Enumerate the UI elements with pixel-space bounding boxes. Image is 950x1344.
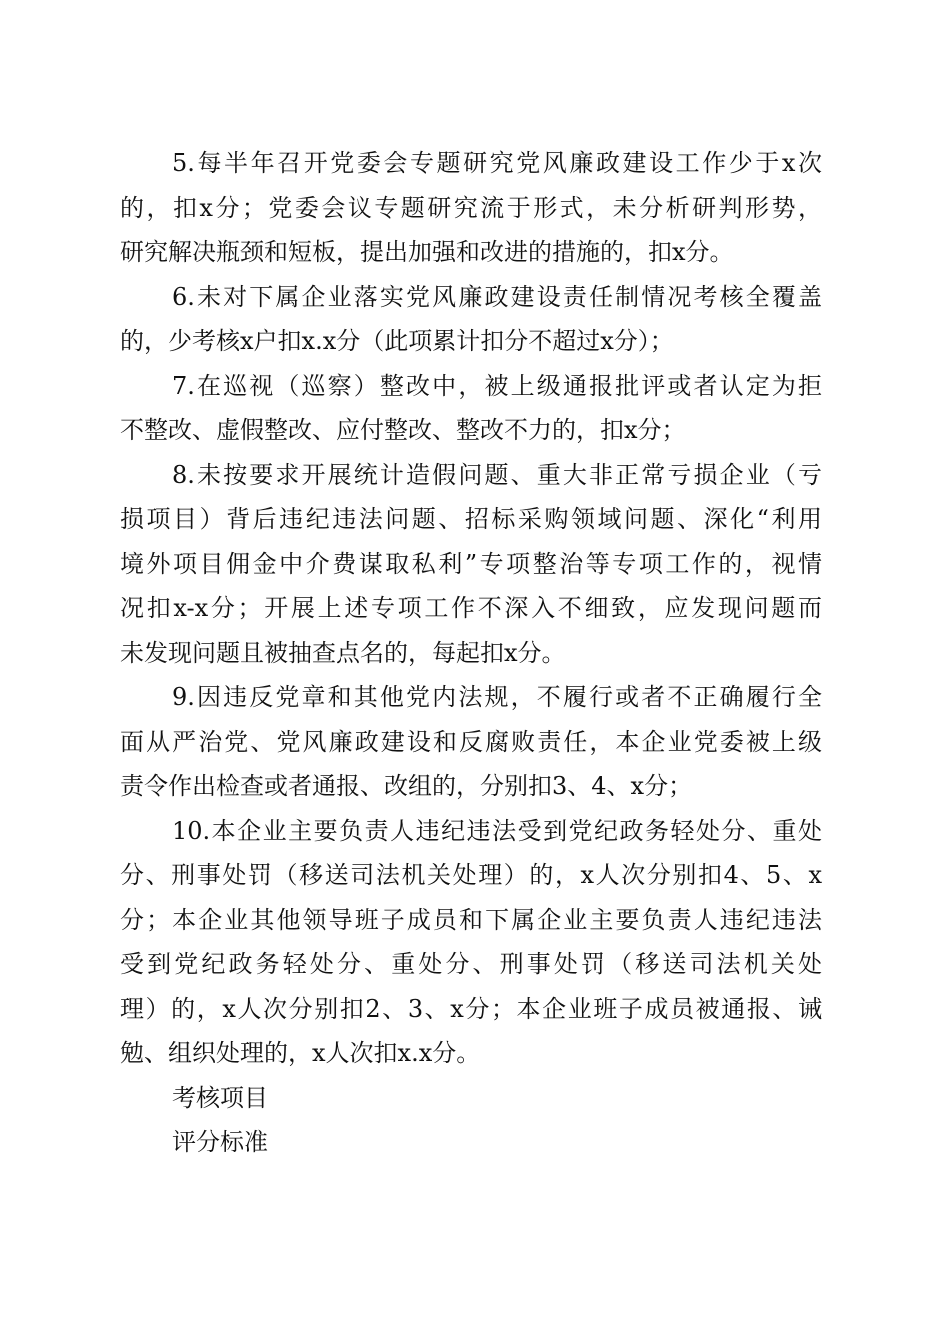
- text-line: 研究解决瓶颈和短板，提出加强和改进的措施的，扣x分。: [120, 238, 734, 266]
- paragraph: [120, 364, 822, 453]
- text-line: 理）的，x人次分别扣2、3、x分；本企业班子成员被通报、诫: [120, 994, 822, 1023]
- text-line: 况扣x-x分；开展上述专项工作不深入不细致，应发现问题而: [120, 594, 822, 622]
- text-line: 6.未对下属企业落实党风廉政建设责任制情况考核全覆盖: [172, 282, 822, 311]
- text-line: 分、刑事处罚（移送司法机关处理）的，x人次分别扣4、5、x: [120, 861, 822, 889]
- text-line: 面从严治党、党风廉政建设和反腐败责任，本企业党委被上级: [120, 727, 822, 756]
- paragraph: [120, 675, 822, 809]
- text-line: 10.本企业主要负责人违纪违法受到党纪政务轻处分、重处: [172, 816, 822, 845]
- text-line: 考核项目: [172, 1083, 268, 1112]
- text-line: 责令作出检查或者通报、改组的，分别扣3、4、x分；: [120, 772, 693, 800]
- text-line: 受到党纪政务轻处分、重处分、刑事处罚（移送司法机关处: [120, 950, 822, 978]
- text-line: 未发现问题且被抽查点名的，每起扣x分。: [120, 638, 566, 667]
- text-line: 境外项目佣金中介费谋取私利”专项整治等专项工作的，视情: [120, 549, 822, 578]
- text-line: 8.未按要求开展统计造假问题、重大非正常亏损企业（亏: [172, 460, 822, 489]
- paragraph: [120, 809, 822, 1076]
- text-line: 不整改、虚假整改、应付整改、整改不力的，扣x分；: [120, 416, 686, 444]
- text-line: 损项目）背后违纪违法问题、招标采购领域问题、深化“利用: [120, 505, 822, 533]
- text-line: 7.在巡视（巡察）整改中，被上级通报批评或者认定为拒: [172, 371, 822, 400]
- text-line: 的，少考核x户扣x.x分（此项累计扣分不超过x分）；: [120, 327, 674, 355]
- paragraph: [120, 275, 822, 364]
- document-page: [120, 141, 822, 1165]
- text-line: 勉、组织处理的，x人次扣x.x分。: [120, 1039, 481, 1067]
- text-line: 的，扣x分；党委会议专题研究流于形式，未分析研判形势，: [120, 193, 822, 222]
- text-line: 9.因违反党章和其他党内法规，不履行或者不正确履行全: [172, 683, 822, 711]
- text-line: 分；本企业其他领导班子成员和下属企业主要负责人违纪违法: [120, 905, 822, 934]
- paragraph: [120, 453, 822, 676]
- paragraph: [120, 1120, 822, 1165]
- paragraph: [120, 141, 822, 275]
- text-line: 评分标准: [172, 1128, 268, 1156]
- text-line: 5.每半年召开党委会专题研究党风廉政建设工作少于x次: [172, 149, 822, 177]
- paragraph: [120, 1076, 822, 1121]
